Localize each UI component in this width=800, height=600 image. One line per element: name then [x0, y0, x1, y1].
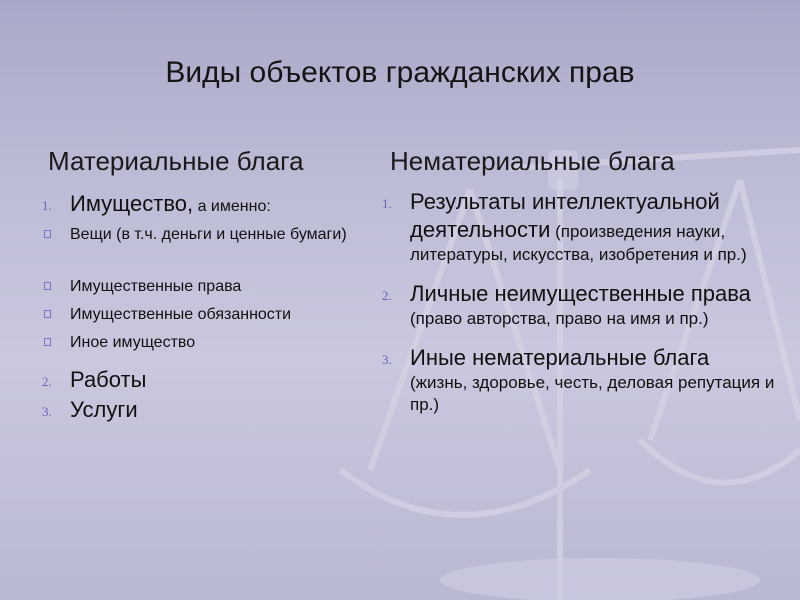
nonmaterial-goods-list — [380, 188, 790, 416]
list-item-things — [40, 224, 380, 276]
item-main-text: Имущество, — [70, 191, 194, 216]
item-text: Иное имущество — [70, 334, 196, 351]
list-item-property-obligations — [40, 304, 380, 332]
item-main-text: Работы — [70, 367, 147, 392]
list-number: 1. — [42, 198, 52, 213]
item-sub-text: (произведения науки, литературы, искусства, изобретения и пр.) — [410, 222, 747, 264]
item-sub-text: а именно: — [193, 198, 271, 215]
item-main-text: Иные нематериальные блага — [410, 345, 710, 370]
item-text: Имущественные обязанности — [70, 306, 292, 323]
list-item-personal-rights — [380, 280, 790, 330]
heading-material-goods: Материальные блага — [48, 146, 304, 176]
bullet-icon — [44, 282, 51, 290]
heading-nonmaterial-goods: Нематериальные блага — [390, 146, 675, 176]
material-goods-list — [40, 190, 380, 426]
list-item-property-rights — [40, 276, 380, 304]
bullet-icon — [44, 230, 51, 238]
item-text: Имущественные права — [70, 278, 242, 295]
list-item-property — [40, 190, 380, 224]
bullet-icon — [44, 310, 51, 318]
item-text: Вещи (в т.ч. деньги и ценные бумаги) — [70, 226, 347, 243]
item-main-text: Услуги — [70, 397, 138, 422]
item-sub-text: (жизнь, здоровье, честь, деловая репутация и пр.) — [410, 373, 775, 414]
list-item-intellectual-results — [380, 188, 790, 266]
bullet-icon — [44, 338, 51, 346]
list-item-works — [40, 366, 380, 396]
list-item-services — [40, 396, 380, 426]
item-sub-text: (право авторства, право на имя и пр.) — [410, 309, 709, 328]
item-main-text: Личные неимущественные права — [410, 281, 751, 306]
list-item-other-nonmaterial — [380, 344, 790, 416]
list-number: 3. — [42, 404, 52, 419]
list-item-other-property — [40, 332, 380, 366]
list-number: 2. — [42, 374, 52, 389]
list-number: 3. — [382, 352, 392, 367]
item-main-text: Результаты интеллектуальной деятельности — [410, 189, 720, 242]
list-number: 2. — [382, 288, 392, 303]
page-title: Виды объектов гражданских прав — [165, 56, 635, 89]
list-number: 1. — [382, 196, 392, 211]
